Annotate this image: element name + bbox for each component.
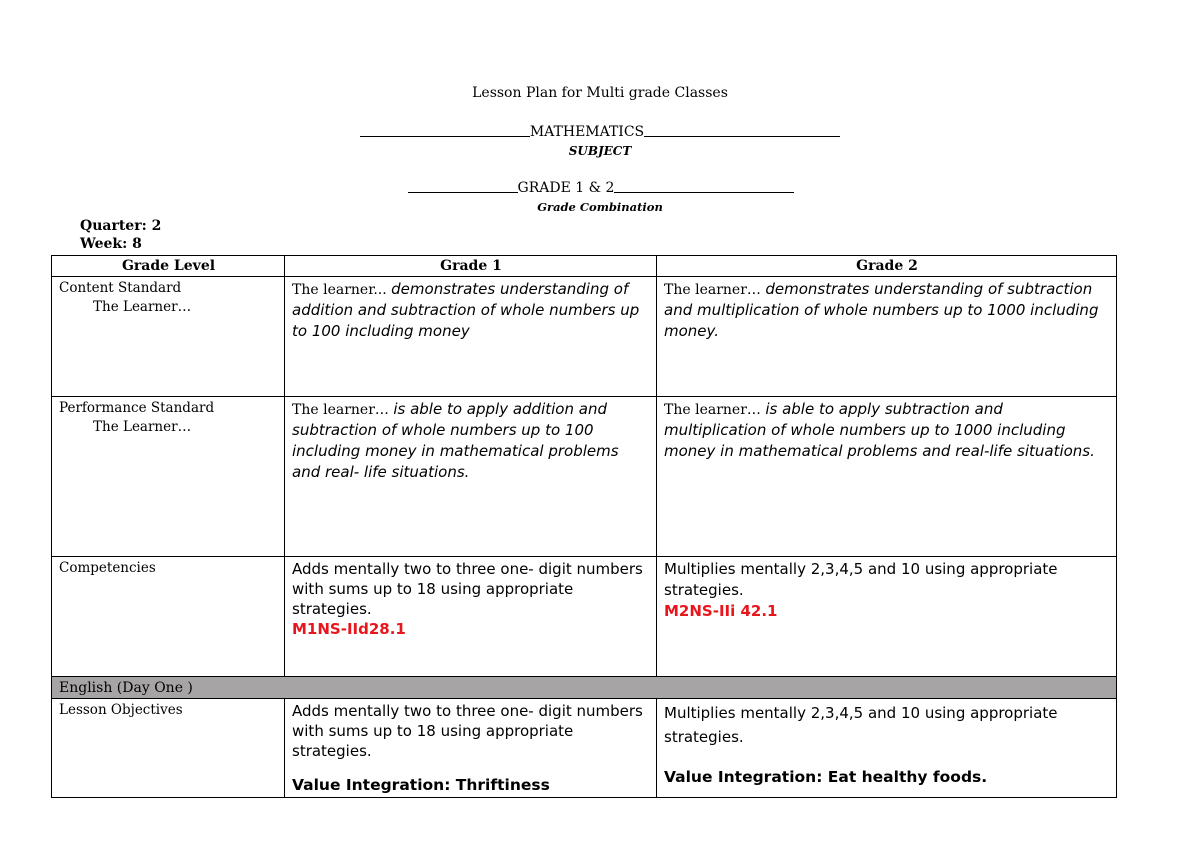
subject-line [348, 124, 852, 140]
content-standard-grade1 [285, 277, 657, 397]
performance-standard-label: Performance Standard [59, 400, 215, 416]
lesson-objectives-grade1 [285, 699, 657, 798]
performance-standard-grade2 [657, 397, 1117, 557]
standard-text: is able to apply addition and subtraction of whole numbers up to 100 including money in mathematical problems and real- life situations. [292, 400, 619, 481]
lead-text: The learner… [664, 282, 766, 298]
lead-text: The learner... [292, 282, 392, 298]
competency-code: M2NS-IIi 42.1 [664, 602, 778, 620]
performance-standard-row [52, 397, 1117, 557]
competencies-grade1 [285, 557, 657, 677]
subject-caption: SUBJECT [568, 144, 632, 158]
standard-text: is able to apply subtraction and multiplication of whole numbers up to 1000 including money in mathematical problems and real-life situations. [664, 400, 1095, 460]
header-grade-1: Grade 1 [285, 256, 657, 277]
performance-standard-label-cell [52, 397, 285, 557]
lesson-objectives-row [52, 699, 1117, 798]
grade-combination-value: GRADE 1 & 2 [517, 180, 615, 196]
lead-text: The learner… [292, 402, 394, 418]
lesson-objectives-label-cell [52, 699, 285, 798]
quarter-label: Quarter: 2 [80, 218, 162, 234]
week-label: Week: 8 [80, 236, 142, 252]
objective-text: Adds mentally two to three one- digit numbers with sums up to 18 using appropriate strategies. [292, 702, 643, 760]
competency-code: M1NS-IId28.1 [292, 620, 406, 638]
performance-standard-sublabel: The Learner… [93, 419, 192, 435]
competencies-label-cell [52, 557, 285, 677]
document-title: Lesson Plan for Multi grade Classes [472, 85, 728, 101]
competencies-row [52, 557, 1117, 677]
underline-right [614, 191, 794, 193]
lesson-objectives-label: Lesson Objectives [59, 702, 183, 718]
grade-combination-caption: Grade Combination [537, 200, 663, 214]
underline-left [360, 135, 530, 137]
underline-left [408, 191, 518, 193]
day-band-label: English (Day One ) [52, 677, 1117, 699]
standard-text: demonstrates understanding of addition and subtraction of whole numbers up to 100 including money [292, 280, 640, 340]
value-integration: Value Integration: Eat healthy foods. [664, 768, 988, 786]
header-grade-2: Grade 2 [657, 256, 1117, 277]
lesson-objectives-grade2 [657, 699, 1117, 798]
content-standard-row [52, 277, 1117, 397]
day-band-row [52, 677, 1117, 699]
subject-value: MATHEMATICS [529, 124, 645, 140]
content-standard-grade2 [657, 277, 1117, 397]
competencies-label: Competencies [59, 560, 156, 576]
competency-text: Adds mentally two to three one- digit numbers with sums up to 18 using appropriate strategies. [292, 560, 643, 618]
lead-text: The learner… [664, 402, 766, 418]
objective-text: Multiplies mentally 2,3,4,5 and 10 using appropriate strategies. [664, 704, 1058, 746]
content-standard-label-cell [52, 277, 285, 397]
header-grade-level: Grade Level [52, 256, 285, 277]
content-standard-sublabel: The Learner… [93, 299, 192, 315]
competencies-grade2 [657, 557, 1117, 677]
underline-right [644, 135, 840, 137]
competency-text: Multiplies mentally 2,3,4,5 and 10 using appropriate strategies. [664, 560, 1058, 599]
performance-standard-grade1 [285, 397, 657, 557]
grade-combination-line [402, 180, 800, 196]
value-integration: Value Integration: Thriftiness [292, 776, 550, 794]
header-row [52, 256, 1117, 277]
standard-text: demonstrates understanding of subtraction and multiplication of whole numbers up to 1000 including money. [664, 280, 1099, 340]
content-standard-label: Content Standard [59, 280, 182, 296]
lesson-plan-table [51, 255, 1117, 798]
